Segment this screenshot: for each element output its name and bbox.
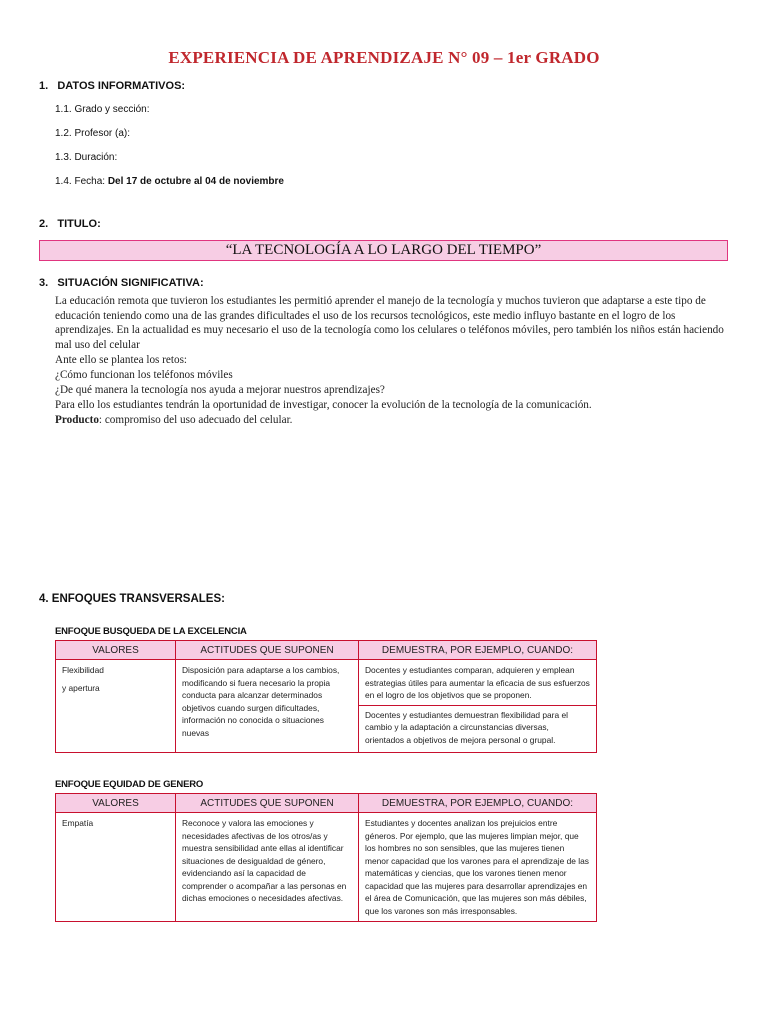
title-banner: “LA TECNOLOGÍA A LO LARGO DEL TIEMPO” xyxy=(39,240,728,261)
producto-text: : compromiso del uso adecuado del celular. xyxy=(98,413,293,426)
valor-cell xyxy=(56,660,176,753)
actitudes-cell: Disposición para adaptarse a los cambios, modificando si fuera necesario la propia conducta para alcanzar determinados objetivos cuando surgen dificultades, información no conocida o situaciones nuevas xyxy=(176,660,359,753)
actitudes-cell: Reconoce y valora las emociones y necesidades afectivas de los otros/as y muestra sensibilidad ante ellas al identificar situaciones de desigualdad de género, evidenciando así la capacidad de comprender o acompañar a las personas en dichas emociones o necesidades afectivas. xyxy=(176,813,359,922)
question-1: ¿Cómo funcionan los teléfonos móviles xyxy=(55,368,233,381)
enfoque-1-table xyxy=(55,640,597,753)
enfoque-1-title: ENFOQUE BUSQUEDA DE LA EXCELENCIA xyxy=(55,626,247,637)
section-3-number: 3. xyxy=(39,277,49,289)
section-4-heading: 4. ENFOQUES TRANSVERSALES: xyxy=(39,593,225,605)
section-3-title: SITUACIÓN SIGNIFICATIVA: xyxy=(57,277,204,289)
section-2-heading xyxy=(39,218,101,230)
header-demuestra: DEMUESTRA, POR EJEMPLO, CUANDO: xyxy=(359,794,597,813)
field-duracion-label: 1.3. Duración: xyxy=(55,152,118,163)
producto-label: Producto xyxy=(55,413,99,426)
valor-line-1: Flexibilidad xyxy=(62,665,104,675)
header-valores: VALORES xyxy=(56,794,176,813)
header-actitudes: ACTITUDES QUE SUPONEN xyxy=(176,641,359,660)
investigar-line: Para ello los estudiantes tendrán la oportunidad de investigar, conocer la evolución de la tecnología de la comunicación. xyxy=(55,398,592,411)
retos-intro: Ante ello se plantea los retos: xyxy=(55,353,188,366)
situacion-text xyxy=(55,294,731,428)
enfoque-2-table xyxy=(55,793,597,922)
field-grado-label: 1.1. Grado y sección: xyxy=(55,104,150,115)
header-valores: VALORES xyxy=(56,641,176,660)
section-1-title: DATOS INFORMATIVOS: xyxy=(57,80,186,92)
section-1-heading xyxy=(39,80,185,92)
field-grado xyxy=(55,104,150,115)
document-title: EXPERIENCIA DE APRENDIZAJE N° 09 – 1er GRADO xyxy=(168,48,600,67)
field-fecha-label: 1.4. Fecha: xyxy=(55,176,106,187)
header-actitudes: ACTITUDES QUE SUPONEN xyxy=(176,794,359,813)
section-2-title: TITULO: xyxy=(57,218,101,230)
situacion-paragraph: La educación remota que tuvieron los estudiantes les permitió aprender el manejo de la tecnología y muchos tuvieron que adaptarse a este tipo de educación teniendo como una de las grandes dificultades el uso de los recursos tecnológicos, este medio influyo bastante en el logro de los aprendizajes. En la actualidad es muy necesario el uso de la tecnología como los celulares o teléfonos móviles, pero también los niños están haciendo mal uso del celular xyxy=(55,295,724,351)
field-fecha-value: Del 17 de octubre al 04 de noviembre xyxy=(107,176,284,187)
section-1-number: 1. xyxy=(39,80,49,92)
valor-cell: Empatía xyxy=(56,813,176,922)
field-profesor-label: 1.2. Profesor (a): xyxy=(55,128,131,139)
enfoque-2-title: ENFOQUE EQUIDAD DE GENERO xyxy=(55,779,204,790)
question-2: ¿De qué manera la tecnología nos ayuda a mejorar nuestros aprendizajes? xyxy=(55,383,385,396)
field-fecha xyxy=(55,176,284,187)
section-2-number: 2. xyxy=(39,218,49,230)
demuestra-cell: Estudiantes y docentes analizan los prejuicios entre géneros. Por ejemplo, que las mujeres limpian mejor, que los hombres no son sensibles, que las mujeres tienen menor capacidad que los varones para el aprendizaje de las matemáticas y ciencias, que los varones tienen menor capacidad que las mujeres para desarrollar aprendizajes en el área de Comunicación, que las mujeres son más débiles, que los varones son más irresponsables. xyxy=(359,813,597,922)
producto-line xyxy=(55,413,731,428)
demuestra-cell xyxy=(359,660,597,753)
section-3-heading xyxy=(39,277,204,289)
field-duracion xyxy=(55,152,117,163)
demuestra-item-2: Docentes y estudiantes demuestran flexibilidad para el cambio y la adaptación a circunstancias diversas, orientados a objetivos de mejora personal o grupal. xyxy=(365,709,568,745)
header-demuestra: DEMUESTRA, POR EJEMPLO, CUANDO: xyxy=(359,641,597,660)
valor-line-2: y apertura xyxy=(62,682,100,693)
demuestra-item-1: Docentes y estudiantes comparan, adquieren y emplean estrategias útiles para aumentar la eficacia de sus esfuerzos en el logro de los objetivos que se proponen. xyxy=(359,664,596,706)
field-profesor xyxy=(55,128,130,139)
